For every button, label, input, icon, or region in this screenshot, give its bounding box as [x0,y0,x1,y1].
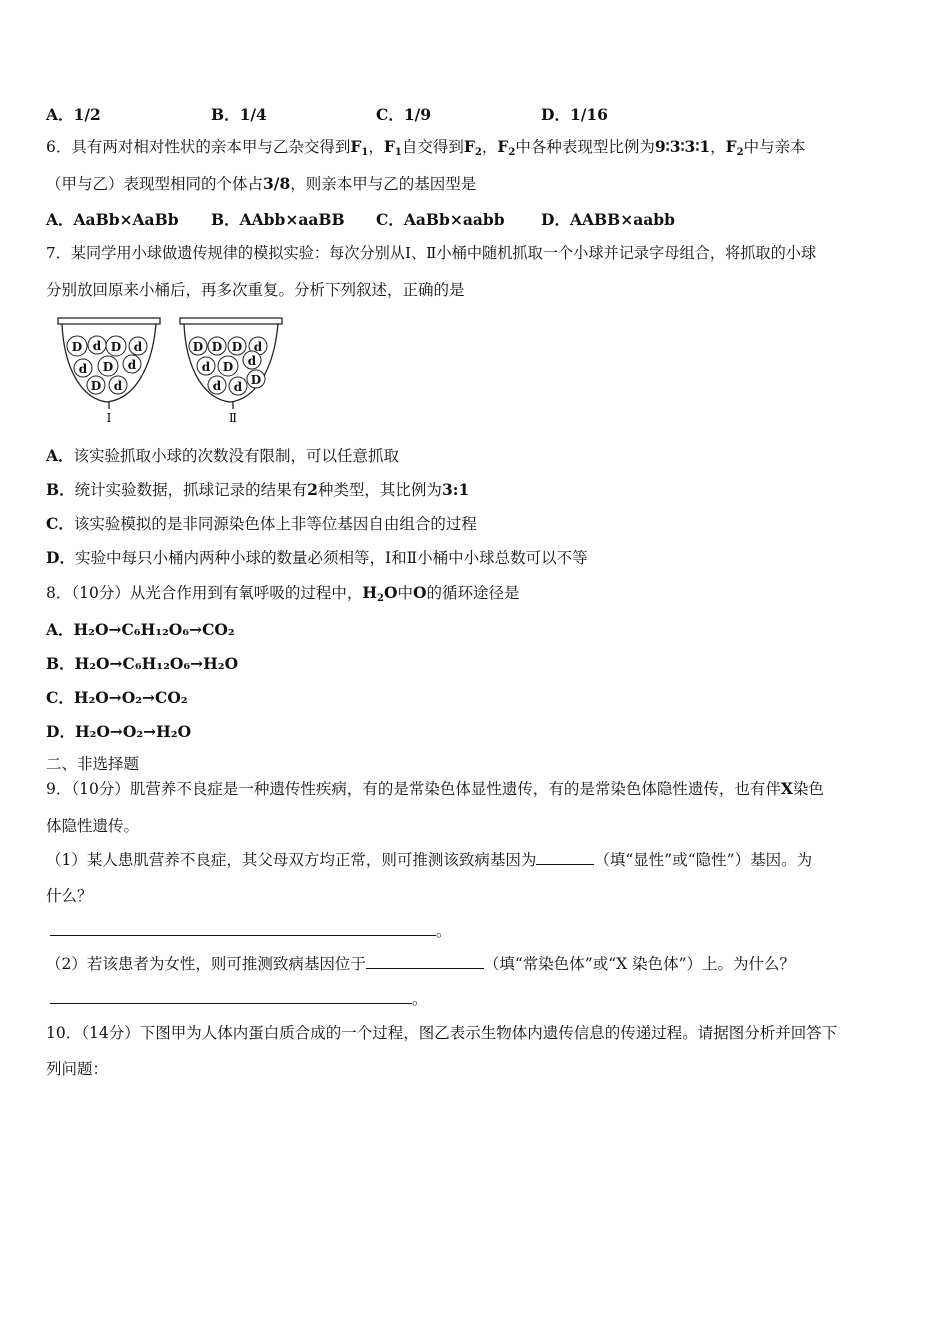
q7-option-a: A．该实验抓取小球的次数没有限制，可以任意抓取 [46,446,400,465]
q9-part2-line1: （2）若该患者为女性，则可推测致病基因位于 （填“常染色体”或“X 染色体”）上。为什么？ [46,955,796,973]
q6-option-c: C．AaBb×aabb [376,210,505,229]
q10-stem-line1: 10．（14分）下图甲为人体内蛋白质合成的一个过程，图乙表示生物体内遗传信息的传递过程。请据图分析并回答下 [46,1024,838,1042]
q6-option-a: A．AaBb×AaBb [46,210,179,229]
svg-text:D: D [90,379,102,393]
svg-text:D: D [110,340,122,354]
q5-option-c: C．1/9 [376,105,432,124]
q7-stem-line2: 分别放回原来小桶后，再多次重复。分析下列叙述，正确的是 [46,281,465,299]
q9-stem-line1: 9．（10分）肌营养不良症是一种遗传性疾病，有的是常染色体显性遗传，有的是常染色体隐性遗传，也有伴X染色 [46,779,824,798]
q9-part1-line2: 什么？ [46,887,93,905]
svg-text:D: D [192,340,204,354]
q9-part1-answer-line: 。 [46,921,452,941]
q9-part2-answer-line: 。 [46,989,428,1009]
svg-text:d: d [127,358,137,372]
q8-option-d: D．H₂O→O₂→H₂O [46,722,192,741]
q7-option-d: D．实验中每只小桶内两种小球的数量必须相等，Ⅰ和Ⅱ小桶中小球总数可以不等 [46,548,588,567]
q6-option-b: B．AAbb×aaBB [211,210,345,229]
svg-text:D: D [222,360,234,374]
svg-text:d: d [133,340,143,354]
q7-stem-line1: 7．某同学用小球做遗传规律的模拟实验：每次分别从Ⅰ、Ⅱ小桶中随机抓取一个小球并记录字母组合，将抓取的小球 [46,244,817,262]
q8-option-a: A．H₂O→C₆H₁₂O₆→CO₂ [46,620,235,639]
q7-option-b: B．统计实验数据，抓球记录的结果有2种类型，其比例为3:1 [46,480,470,499]
svg-text:d: d [78,362,88,376]
q8-stem: 8．（10分）从光合作用到有氧呼吸的过程中，$H_2O$中O的循环途径是 [46,583,520,604]
q10-stem-line2: 列问题： [46,1060,109,1078]
svg-text:d: d [253,340,263,354]
bucket-2-label: Ⅱ [228,411,238,425]
svg-text:d: d [92,339,102,353]
q5-option-a: A．1/2 [46,105,101,124]
q6-option-d: D．AABB×aabb [541,210,675,229]
q9-blank-4[interactable] [50,989,412,1004]
q8-option-b: B．H₂O→C₆H₁₂O₆→H₂O [46,654,239,673]
svg-text:d: d [233,380,243,394]
svg-text:d: d [113,379,123,393]
q9-stem-line2: 体隐性遗传。 [46,817,140,835]
svg-text:D: D [250,373,262,387]
section-2-title: 二、非选择题 [46,755,140,773]
q6-stem-line1: 6．具有两对相对性状的亲本甲与乙杂交得到$F_1$，$F_1$自交得到$F_2$，$F_2$中各种表现型比例为9∶3∶3∶1，$F_2$中与亲本 [46,137,806,158]
q7-buckets-figure [52,314,288,426]
q8-option-c: C．H₂O→O₂→CO₂ [46,688,188,707]
svg-text:D: D [71,340,83,354]
q7-option-c: C．该实验模拟的是非同源染色体上非等位基因自由组合的过程 [46,514,477,533]
q5-option-d: D．1/16 [541,105,608,124]
bucket-1-label: Ⅰ [106,411,112,425]
q9-blank-1[interactable] [536,850,594,865]
svg-text:D: D [211,340,223,354]
q5-option-b: B．1/4 [211,105,267,124]
svg-text:D: D [231,340,243,354]
svg-text:d: d [201,360,211,374]
q6-stem-line2: （甲与乙）表现型相同的个体占3/8，则亲本甲与乙的基因型是 [46,174,477,193]
q9-part1-line1: （1）某人患肌营养不良症，其父母双方均正常，则可推测该致病基因为 （填“显性”或“隐性”）基因。为 [46,851,813,869]
q9-blank-2[interactable] [50,921,436,936]
svg-text:d: d [212,379,222,393]
q9-blank-3[interactable] [366,954,484,969]
svg-text:D: D [102,360,114,374]
svg-text:d: d [247,354,257,368]
